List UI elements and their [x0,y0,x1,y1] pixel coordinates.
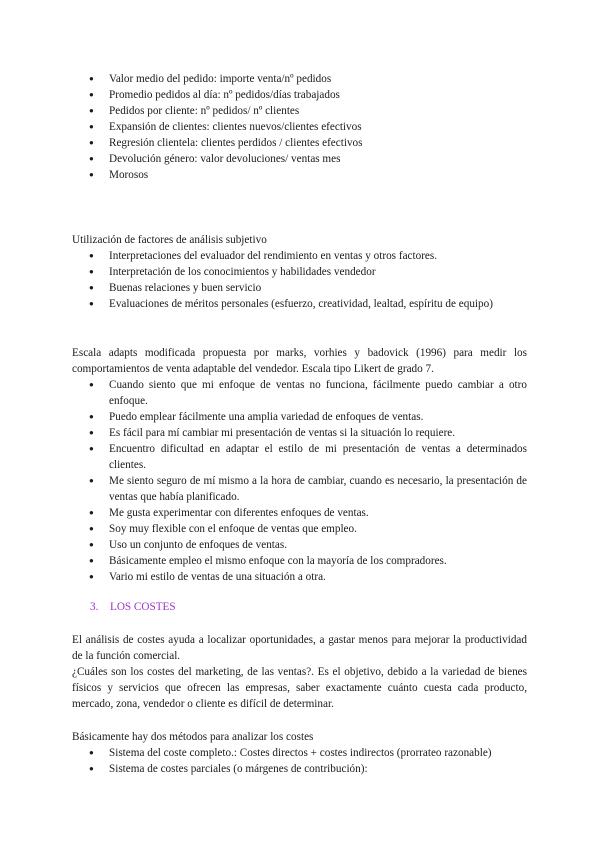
list-item: ● Buenas relaciones y buen servicio [72,280,527,296]
list-item: ● Encuentro dificultad en adaptar el estilo de mi presentación de ventas a determinados clientes. [72,441,527,473]
list-item: ● Interpretaciones del evaluador del rendimiento en ventas y otros factores. [72,248,527,264]
list-item: ● Uso un conjunto de enfoques de ventas. [72,537,527,553]
list-item: ● Morosos [72,167,527,183]
methods-intro: Básicamente hay dos métodos para analizar los costes [72,731,314,743]
ratios-list [72,71,527,183]
list-item: ● Puedo emplear fácilmente una amplia variedad de enfoques de ventas. [72,409,527,425]
section-title: Utilización de factores de análisis subjetivo [72,234,267,246]
list-item: ● Me gusta experimentar con diferentes enfoques de ventas. [72,505,527,521]
list-item: ● Promedio pedidos al día: nº pedidos/días trabajados [72,87,527,103]
list-item: ● Me siento seguro de mí mismo a la hora de cambiar, cuando es necesario, la presentación de ventas que había planificado. [72,473,527,505]
scale-intro-paragraph: Escala adapts modificada propuesta por marks, vorhies y badovick (1996) para medir los comportamientos de venta adaptable del vendedor. Escala tipo Likert de grado 7. [72,347,527,375]
subjective-factors-section [72,232,527,312]
costs-paragraph: El análisis de costes ayuda a localizar oportunidades, a gastar menos para mejorar la productividad de la función comercial. [72,634,527,662]
list-item: ● Expansión de clientes: clientes nuevos/clientes efectivos [72,119,527,135]
list-item: ● Sistema de costes parciales (o márgenes de contribución): [72,761,527,777]
cost-methods-section [72,729,527,777]
list-item: ● Es fácil para mí cambiar mi presentación de ventas si la situación lo requiere. [72,425,527,441]
costs-section [72,632,527,712]
costs-paragraph: ¿Cuáles son los costes del marketing, de las ventas?. Es el objetivo, debido a la variedad de bienes físicos y servicios que ofrecen las empresas, saber exactamente cuánto cuesta cada producto, mercado, zona, vendedor o cliente es difícil de determinar. [72,666,527,710]
list-item: ● Básicamente empleo el mismo enfoque con la mayoría de los compradores. [72,553,527,569]
list-item: ● Pedidos por cliente: nº pedidos/ nº clientes [72,103,527,119]
subjective-factors-list [72,248,527,312]
scale-items-list [72,377,527,585]
heading-number: 3. [90,601,99,613]
list-item: ● Sistema del coste completo.: Costes directos + costes indirectos (prorrateo razonable) [72,745,527,761]
list-item: ● Devolución género: valor devoluciones/ ventas mes [72,151,527,167]
ratios-section [72,71,527,183]
list-item: ● Soy muy flexible con el enfoque de ventas que empleo. [72,521,527,537]
heading-title: LOS COSTES [110,601,176,613]
cost-methods-list [72,745,527,777]
list-item: ● Regresión clientela: clientes perdidos / clientes efectivos [72,135,527,151]
list-item: ● Vario mi estilo de ventas de una situación a otra. [72,569,527,585]
list-item: ● Evaluaciones de méritos personales (esfuerzo, creatividad, lealtad, espíritu de equipo) [72,296,527,312]
list-item: ● Cuando siento que mi enfoque de ventas no funciona, fácilmente puedo cambiar a otro enfoque. [72,377,527,409]
list-item: ● Valor medio del pedido: importe venta/nº pedidos [72,71,527,87]
list-item: ● Interpretación de los conocimientos y habilidades vendedor [72,264,527,280]
section-heading [72,599,176,615]
adapts-scale-section [72,345,527,585]
